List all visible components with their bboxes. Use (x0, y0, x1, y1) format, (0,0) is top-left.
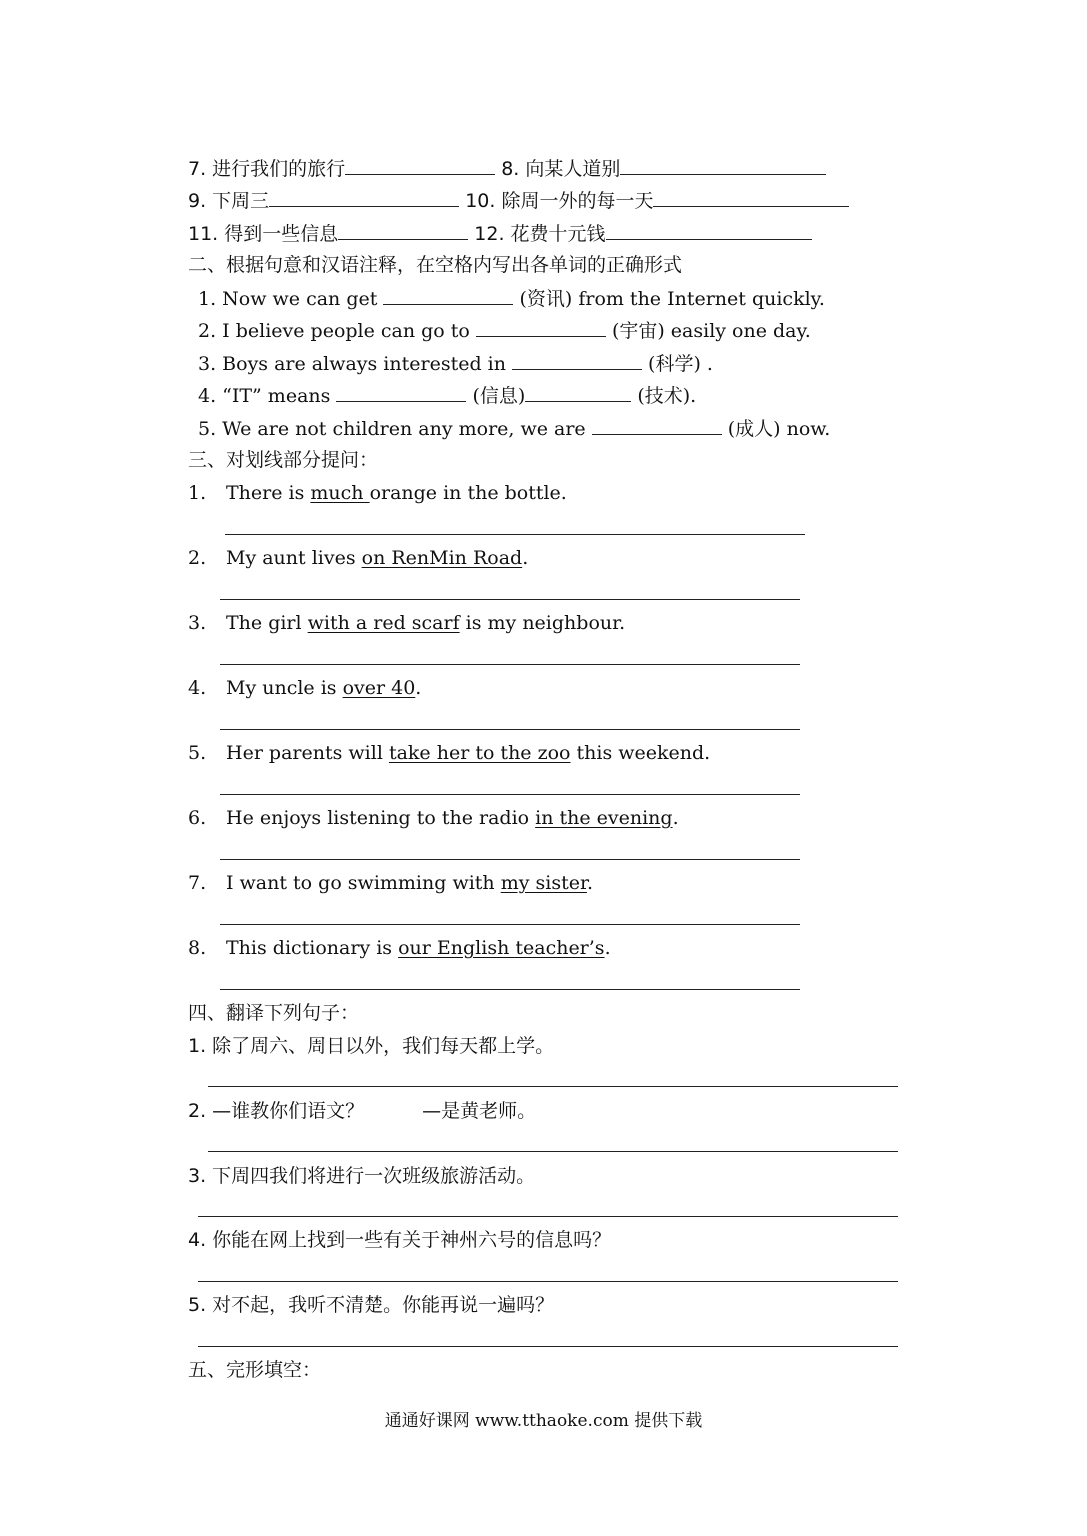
answer-blank[interactable] (338, 221, 468, 240)
answer-line[interactable] (220, 794, 800, 795)
phrase-line-3 (188, 221, 812, 246)
section3-item-6: 6. He enjoys listening to the radio in the evening. (188, 807, 679, 829)
underlined-part: our English teacher’s (398, 937, 605, 959)
section3-item-4: 4. My uncle is over 40. (188, 677, 422, 699)
answer-line[interactable] (208, 1151, 898, 1152)
underlined-part: take her to the zoo (388, 742, 571, 764)
section2-heading: 二、根据句意和汉语注释，在空格内写出各单词的正确形式 (188, 254, 683, 276)
answer-blank[interactable] (525, 383, 631, 402)
answer-line[interactable] (198, 1346, 898, 1347)
section4-item-3: 3. 下周四我们将进行一次班级旅游活动。 (188, 1165, 536, 1187)
section5-heading: 五、完形填空： (188, 1359, 322, 1381)
section2-item-3: 3. Boys are always interested in (科学) . (198, 353, 713, 375)
underlined-part: in the evening (535, 807, 673, 829)
answer-blank[interactable] (345, 156, 495, 175)
section3-item-3: 3. The girl with a red scarf is my neighbour. (188, 612, 626, 634)
phrase-8: 8. 向某人道别 (495, 158, 621, 180)
answer-line[interactable] (220, 664, 800, 665)
phrase-line-1 (188, 156, 826, 181)
answer-line[interactable] (220, 729, 800, 730)
answer-blank[interactable] (653, 188, 849, 207)
answer-line[interactable] (198, 1281, 898, 1282)
section4-item-5: 5. 对不起，我听不清楚。你能再说一遍吗？ (188, 1294, 555, 1316)
section2-item-4: 4. “IT” means (信息) (技术). (198, 385, 697, 407)
phrase-12: 12. 花费十元钱 (468, 223, 606, 245)
answer-blank[interactable] (512, 351, 642, 370)
page-footer: 通通好课网 www.tthaoke.com 提供下载 (384, 1411, 703, 1431)
answer-blank[interactable] (592, 416, 722, 435)
phrase-10: 10. 除周一外的每一天 (459, 190, 654, 212)
answer-blank[interactable] (269, 188, 459, 207)
section3-item-5: 5. Her parents will take her to the zoo this weekend. (188, 742, 711, 764)
section3-heading: 三、对划线部分提问： (188, 449, 379, 471)
section3-item-8: 8. This dictionary is our English teacher’s. (188, 937, 611, 959)
section2-item-5: 5. We are not children any more, we are (成人) now. (198, 418, 831, 440)
underlined-part: on RenMin Road (361, 547, 523, 569)
phrase-7: 7. 进行我们的旅行 (188, 158, 346, 180)
section4-item-1: 1. 除了周六、周日以外，我们每天都上学。 (188, 1035, 555, 1057)
answer-blank[interactable] (383, 286, 513, 305)
section3-item-1: 1. There is much orange in the bottle. (188, 482, 567, 504)
underlined-part: my sister (500, 872, 587, 894)
phrase-line-2 (188, 188, 849, 213)
underlined-part: much (310, 482, 370, 504)
underlined-part: with a red scarf (307, 612, 460, 634)
answer-line[interactable] (208, 1086, 898, 1087)
answer-blank[interactable] (476, 318, 606, 337)
answer-line[interactable] (225, 534, 805, 535)
section3-item-2: 2. My aunt lives on RenMin Road. (188, 547, 529, 569)
section4-item-2: 2. —谁教你们语文？ —是黄老师。 (188, 1100, 537, 1122)
answer-blank[interactable] (606, 221, 812, 240)
answer-line[interactable] (220, 989, 800, 990)
underlined-part: over 40 (342, 677, 416, 699)
section2-item-2: 2. I believe people can go to (宇宙) easily one day. (198, 320, 811, 342)
answer-line[interactable] (220, 599, 800, 600)
section3-item-7: 7. I want to go swimming with my sister. (188, 872, 593, 894)
answer-blank[interactable] (336, 383, 466, 402)
section4-heading: 四、翻译下列句子： (188, 1002, 360, 1024)
section4-item-4: 4. 你能在网上找到一些有关于神州六号的信息吗？ (188, 1229, 612, 1251)
answer-line[interactable] (220, 859, 800, 860)
section2-item-1: 1. Now we can get (资讯) from the Internet quickly. (198, 288, 825, 310)
answer-blank[interactable] (620, 156, 826, 175)
phrase-9: 9. 下周三 (188, 190, 270, 212)
answer-line[interactable] (220, 924, 800, 925)
answer-line[interactable] (198, 1216, 898, 1217)
phrase-11: 11. 得到一些信息 (188, 223, 339, 245)
